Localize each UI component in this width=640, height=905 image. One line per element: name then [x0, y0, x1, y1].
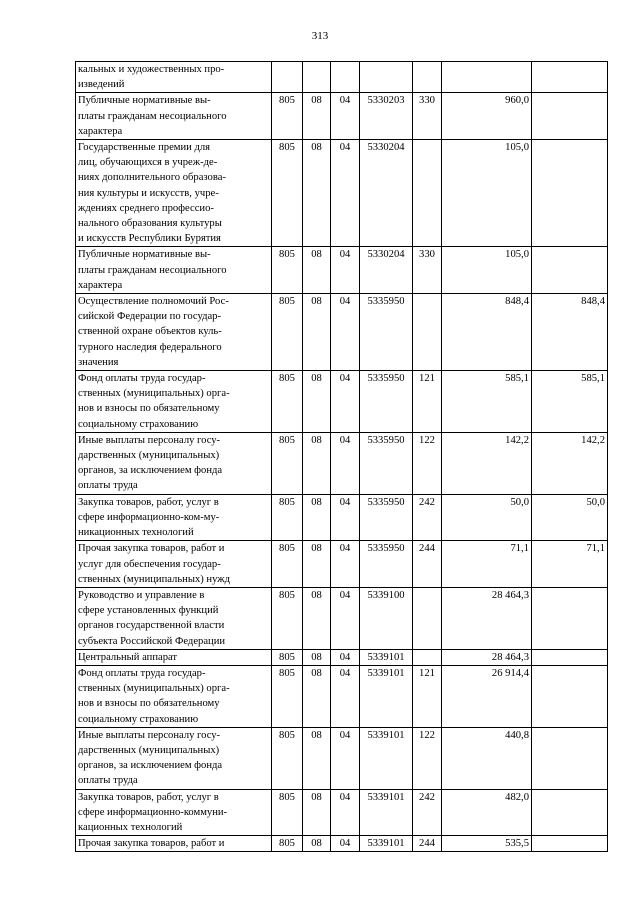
subsection-code-cell: 04	[331, 247, 360, 294]
table-row	[76, 247, 608, 294]
target-article-code-cell: 5339101	[360, 789, 413, 836]
amount-cell: 28 464,3	[442, 649, 532, 665]
target-article-code-cell: 5335950	[360, 432, 413, 494]
section-code-cell: 08	[303, 836, 331, 852]
federal-amount-cell: 50,0	[532, 494, 608, 541]
table-row	[76, 727, 608, 789]
federal-amount-cell	[532, 140, 608, 247]
ministry-code-cell: 805	[272, 587, 303, 649]
section-code-cell: 08	[303, 789, 331, 836]
target-article-code-cell: 5330204	[360, 247, 413, 294]
amount-cell	[442, 62, 532, 93]
ministry-code-cell: 805	[272, 494, 303, 541]
amount-cell: 105,0	[442, 247, 532, 294]
section-code-cell: 08	[303, 727, 331, 789]
section-code-cell	[303, 62, 331, 93]
table-row	[76, 587, 608, 649]
subsection-code-cell: 04	[331, 836, 360, 852]
item-name-cell: Руководство и управление в сфере установленных функций органов государственной власти субъекта Российской Федерации	[76, 587, 272, 649]
subsection-code-cell: 04	[331, 432, 360, 494]
target-article-code-cell: 5330204	[360, 140, 413, 247]
section-code-cell: 08	[303, 587, 331, 649]
subsection-code-cell: 04	[331, 371, 360, 433]
expense-type-code-cell: 122	[413, 432, 442, 494]
target-article-code-cell: 5330203	[360, 93, 413, 140]
subsection-code-cell: 04	[331, 140, 360, 247]
subsection-code-cell: 04	[331, 294, 360, 371]
table-row	[76, 140, 608, 247]
budget-table	[75, 61, 608, 852]
amount-cell: 585,1	[442, 371, 532, 433]
target-article-code-cell: 5335950	[360, 371, 413, 433]
expense-type-code-cell: 121	[413, 665, 442, 727]
ministry-code-cell: 805	[272, 294, 303, 371]
item-name-cell: Государственные премии для лиц, обучающихся в учреж-де- ниях дополнительного образова- ния культуры и искусств, учре- ждениях среднего профессио- нального образования культуры и искусств Республики Бурятия	[76, 140, 272, 247]
amount-cell: 535,5	[442, 836, 532, 852]
ministry-code-cell: 805	[272, 93, 303, 140]
federal-amount-cell	[532, 93, 608, 140]
federal-amount-cell: 585,1	[532, 371, 608, 433]
subsection-code-cell: 04	[331, 789, 360, 836]
expense-type-code-cell: 244	[413, 836, 442, 852]
section-code-cell: 08	[303, 649, 331, 665]
federal-amount-cell: 142,2	[532, 432, 608, 494]
ministry-code-cell: 805	[272, 836, 303, 852]
subsection-code-cell	[331, 62, 360, 93]
amount-cell: 142,2	[442, 432, 532, 494]
ministry-code-cell: 805	[272, 727, 303, 789]
amount-cell: 105,0	[442, 140, 532, 247]
table-row	[76, 494, 608, 541]
item-name-cell: Осуществление полномочий Рос- сийской Федерации по государ- ственной охране объектов куль- турного наследия федерального значения	[76, 294, 272, 371]
expense-type-code-cell: 330	[413, 247, 442, 294]
item-name-cell: Закупка товаров, работ, услуг в сфере информационно-коммуни- кационных технологий	[76, 789, 272, 836]
amount-cell: 28 464,3	[442, 587, 532, 649]
expense-type-code-cell: 242	[413, 789, 442, 836]
subsection-code-cell: 04	[331, 587, 360, 649]
item-name-cell: Закупка товаров, работ, услуг в сфере информационно-ком-му- никационных технологий	[76, 494, 272, 541]
federal-amount-cell	[532, 62, 608, 93]
expense-type-code-cell: 244	[413, 541, 442, 588]
target-article-code-cell: 5335950	[360, 494, 413, 541]
ministry-code-cell: 805	[272, 371, 303, 433]
item-name-cell: Иные выплаты персоналу госу- дарственных (муниципальных) органов, за исключением фонда оплаты труда	[76, 432, 272, 494]
target-article-code-cell: 5335950	[360, 541, 413, 588]
target-article-code-cell: 5339101	[360, 665, 413, 727]
page-number: 313	[311, 30, 329, 42]
section-code-cell: 08	[303, 247, 331, 294]
expense-type-code-cell: 242	[413, 494, 442, 541]
item-name-cell: Иные выплаты персоналу госу- дарственных (муниципальных) органов, за исключением фонда оплаты труда	[76, 727, 272, 789]
subsection-code-cell: 04	[331, 727, 360, 789]
item-name-cell: Публичные нормативные вы- платы гражданам несоциального характера	[76, 93, 272, 140]
section-code-cell: 08	[303, 494, 331, 541]
expense-type-code-cell: 121	[413, 371, 442, 433]
item-name-cell: Центральный аппарат	[76, 649, 272, 665]
item-name-cell: кальных и художественных про- изведений	[76, 62, 272, 93]
ministry-code-cell	[272, 62, 303, 93]
table-row	[76, 665, 608, 727]
federal-amount-cell: 848,4	[532, 294, 608, 371]
section-code-cell: 08	[303, 665, 331, 727]
section-code-cell: 08	[303, 93, 331, 140]
section-code-cell: 08	[303, 294, 331, 371]
amount-cell: 26 914,4	[442, 665, 532, 727]
expense-type-code-cell	[413, 649, 442, 665]
subsection-code-cell: 04	[331, 541, 360, 588]
target-article-code-cell	[360, 62, 413, 93]
expense-type-code-cell: 330	[413, 93, 442, 140]
federal-amount-cell	[532, 727, 608, 789]
expense-type-code-cell: 122	[413, 727, 442, 789]
target-article-code-cell: 5339101	[360, 836, 413, 852]
target-article-code-cell: 5335950	[360, 294, 413, 371]
amount-cell: 71,1	[442, 541, 532, 588]
amount-cell: 440,8	[442, 727, 532, 789]
federal-amount-cell	[532, 247, 608, 294]
amount-cell: 482,0	[442, 789, 532, 836]
federal-amount-cell	[532, 649, 608, 665]
federal-amount-cell	[532, 836, 608, 852]
expense-type-code-cell	[413, 140, 442, 247]
table-row	[76, 93, 608, 140]
ministry-code-cell: 805	[272, 665, 303, 727]
federal-amount-cell	[532, 789, 608, 836]
item-name-cell: Прочая закупка товаров, работ и	[76, 836, 272, 852]
target-article-code-cell: 5339101	[360, 727, 413, 789]
ministry-code-cell: 805	[272, 649, 303, 665]
section-code-cell: 08	[303, 371, 331, 433]
expense-type-code-cell	[413, 294, 442, 371]
ministry-code-cell: 805	[272, 247, 303, 294]
ministry-code-cell: 805	[272, 789, 303, 836]
table-row	[76, 432, 608, 494]
subsection-code-cell: 04	[331, 93, 360, 140]
section-code-cell: 08	[303, 432, 331, 494]
table-row	[76, 836, 608, 852]
table-row	[76, 62, 608, 93]
federal-amount-cell	[532, 587, 608, 649]
table-body	[76, 62, 608, 852]
item-name-cell: Фонд оплаты труда государ- ственных (муниципальных) орга- нов и взносы по обязательному социальному страхованию	[76, 665, 272, 727]
amount-cell: 848,4	[442, 294, 532, 371]
section-code-cell: 08	[303, 140, 331, 247]
expense-type-code-cell	[413, 62, 442, 93]
ministry-code-cell: 805	[272, 541, 303, 588]
target-article-code-cell: 5339101	[360, 649, 413, 665]
table-row	[76, 789, 608, 836]
amount-cell: 960,0	[442, 93, 532, 140]
item-name-cell: Публичные нормативные вы- платы гражданам несоциального характера	[76, 247, 272, 294]
table-row	[76, 294, 608, 371]
target-article-code-cell: 5339100	[360, 587, 413, 649]
table-row	[76, 541, 608, 588]
table-row	[76, 371, 608, 433]
subsection-code-cell: 04	[331, 665, 360, 727]
federal-amount-cell: 71,1	[532, 541, 608, 588]
ministry-code-cell: 805	[272, 432, 303, 494]
expense-type-code-cell	[413, 587, 442, 649]
section-code-cell: 08	[303, 541, 331, 588]
table-row	[76, 649, 608, 665]
federal-amount-cell	[532, 665, 608, 727]
item-name-cell: Прочая закупка товаров, работ и услуг для обеспечения государ- ственных (муниципальных) нужд	[76, 541, 272, 588]
subsection-code-cell: 04	[331, 649, 360, 665]
item-name-cell: Фонд оплаты труда государ- ственных (муниципальных) орга- нов и взносы по обязательному социальному страхованию	[76, 371, 272, 433]
subsection-code-cell: 04	[331, 494, 360, 541]
amount-cell: 50,0	[442, 494, 532, 541]
ministry-code-cell: 805	[272, 140, 303, 247]
